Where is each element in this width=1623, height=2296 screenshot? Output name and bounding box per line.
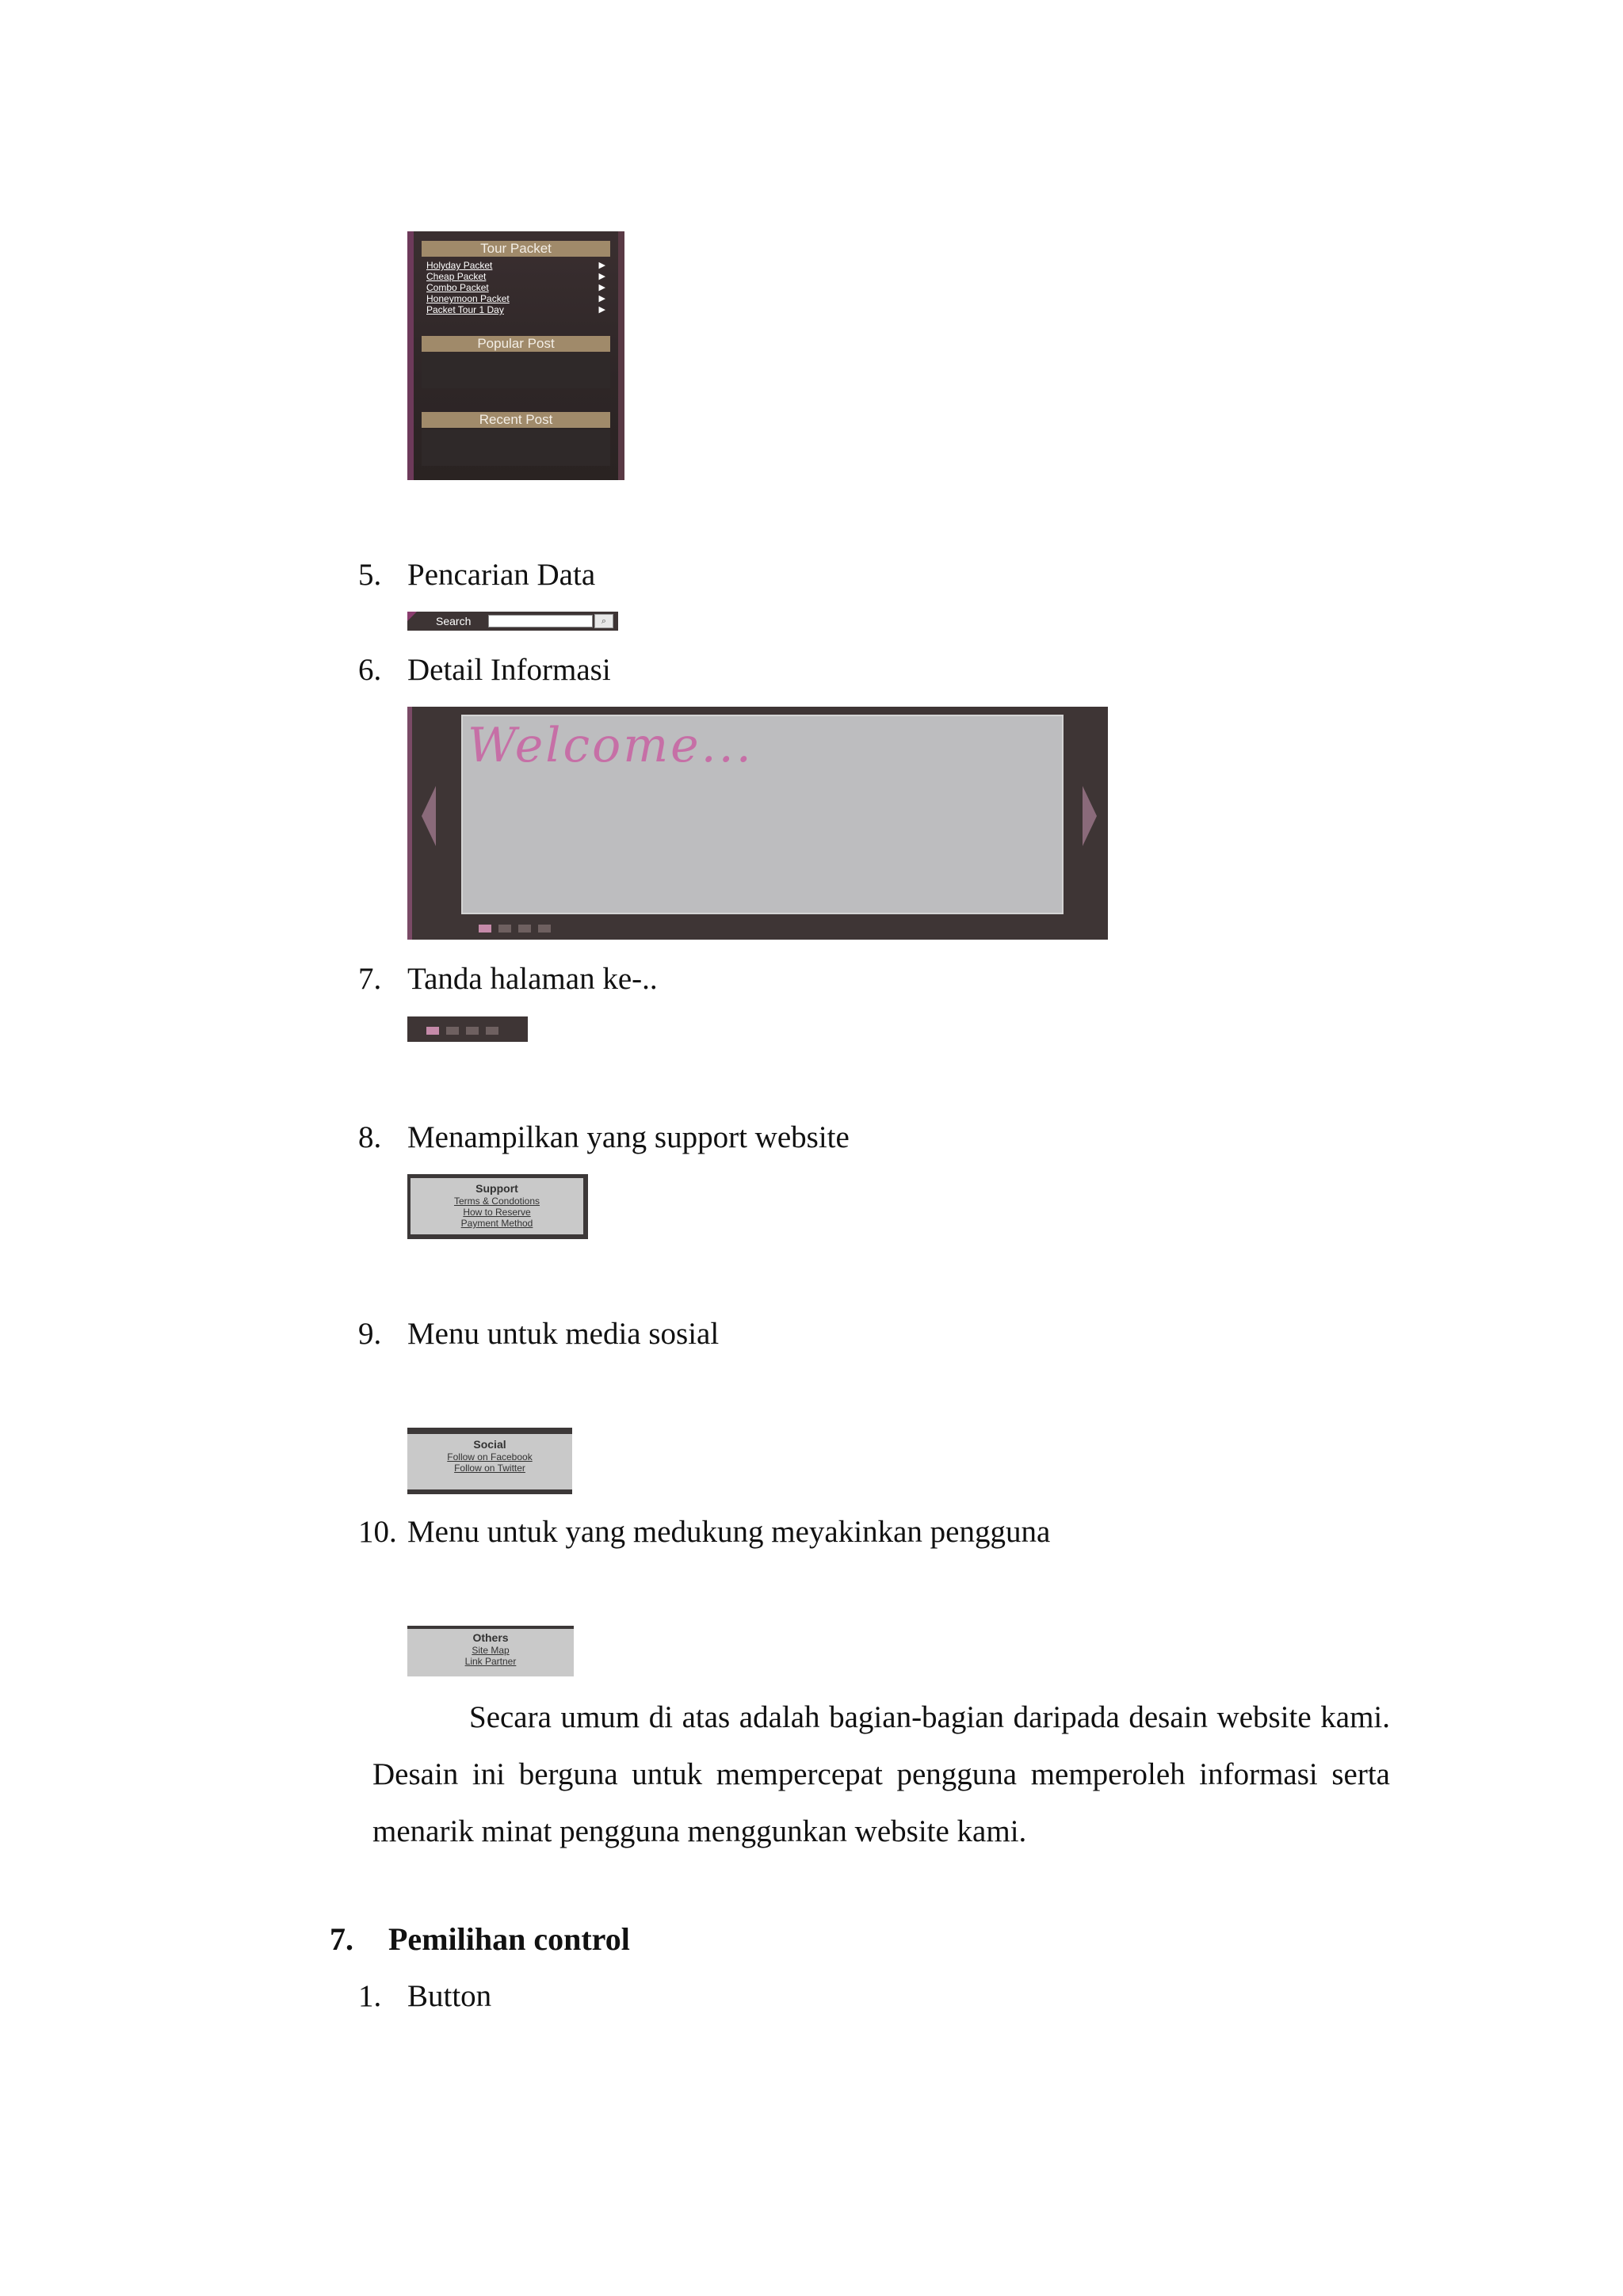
- social-link[interactable]: Follow on Facebook: [447, 1451, 533, 1463]
- tour-item-honeymoon[interactable]: Honeymoon Packet ▶: [426, 293, 605, 304]
- page-indicator: [407, 1016, 528, 1042]
- search-bar: [407, 612, 618, 631]
- item-number: 10.: [358, 1515, 397, 1549]
- others-box: [407, 1626, 574, 1676]
- item-number: 6.: [358, 653, 382, 687]
- slide-dot-1[interactable]: [479, 925, 491, 933]
- item-label: Menu untuk yang medukung meyakinkan pengguna: [407, 1515, 1051, 1549]
- item-label: Pencarian Data: [407, 558, 596, 592]
- item-number: 8.: [358, 1120, 382, 1154]
- slider-panel: [461, 715, 1064, 914]
- pager-dots: [426, 1024, 506, 1039]
- item-label: Button: [407, 1979, 492, 2013]
- search-input[interactable]: [488, 615, 593, 627]
- item-label: Detail Informasi: [407, 653, 611, 687]
- search-icon[interactable]: ⌕: [594, 614, 613, 628]
- support-title: Support: [475, 1182, 518, 1195]
- others-link[interactable]: Site Map: [472, 1645, 510, 1656]
- welcome-text: Welcome...: [468, 718, 754, 773]
- item-label: Menu untuk media sosial: [407, 1317, 720, 1351]
- item-number: 7.: [358, 962, 382, 996]
- support-link[interactable]: Terms & Condotions: [453, 1196, 540, 1207]
- arrow-right-icon: ▶: [598, 272, 605, 281]
- slide-dot-2[interactable]: [498, 925, 511, 933]
- item-number: 1.: [358, 1979, 382, 2013]
- support-link[interactable]: Payment Method: [460, 1218, 533, 1229]
- summary-paragraph: [372, 1689, 1390, 1860]
- page-dot-2[interactable]: [446, 1027, 459, 1035]
- tour-packet-list: [426, 260, 605, 315]
- social-link[interactable]: Follow on Twitter: [454, 1463, 525, 1474]
- others-title: Others: [472, 1631, 509, 1644]
- search-label: Search: [436, 615, 472, 627]
- arrow-right-icon: ▶: [598, 294, 605, 303]
- page-dot-4[interactable]: [486, 1027, 498, 1035]
- arrow-right-icon: ▶: [598, 305, 605, 315]
- arrow-right-icon: ▶: [598, 261, 605, 270]
- social-title: Social: [473, 1438, 506, 1451]
- section-number: 7.: [330, 1921, 353, 1957]
- tour-item-cheap[interactable]: Cheap Packet ▶: [426, 271, 605, 282]
- social-box: [407, 1428, 572, 1494]
- arrow-right-icon[interactable]: [1083, 786, 1097, 846]
- support-link[interactable]: How to Reserve: [463, 1207, 531, 1218]
- tour-packet-header: Tour Packet: [422, 241, 610, 257]
- recent-post-panel: [422, 429, 610, 466]
- slide-dot-4[interactable]: [538, 925, 551, 933]
- item-number: 9.: [358, 1317, 382, 1351]
- item-label: Tanda halaman ke-..: [407, 962, 658, 996]
- tour-item-1day[interactable]: Packet Tour 1 Day ▶: [426, 304, 605, 315]
- tour-item-holyday[interactable]: Holyday Packet ▶: [426, 260, 605, 271]
- arrow-right-icon: ▶: [598, 283, 605, 292]
- tour-item-combo[interactable]: Combo Packet ▶: [426, 282, 605, 293]
- section-title: Pemilihan control: [388, 1921, 630, 1957]
- arrow-left-icon[interactable]: [422, 786, 436, 846]
- popular-post-header: Popular Post: [422, 336, 610, 352]
- welcome-slider: [407, 707, 1108, 940]
- page-dot-3[interactable]: [466, 1027, 479, 1035]
- tour-sidebar-widget: [407, 231, 624, 480]
- slider-dots: [479, 922, 558, 936]
- support-box: [407, 1174, 588, 1239]
- item-number: 5.: [358, 558, 382, 592]
- recent-post-header: Recent Post: [422, 412, 610, 428]
- corner-decoration: [407, 612, 417, 621]
- popular-post-panel: [422, 353, 610, 388]
- others-link[interactable]: Link Partner: [464, 1656, 517, 1667]
- slide-dot-3[interactable]: [518, 925, 531, 933]
- paragraph-text: Secara umum di atas adalah bagian-bagian daripada desain website kami. Desain ini berguna untuk mempercepat pengguna memperoleh informasi serta menarik minat pengguna menggunkan website kami.: [372, 1700, 1390, 1848]
- item-label: Menampilkan yang support website: [407, 1120, 850, 1154]
- page-dot-1[interactable]: [426, 1027, 439, 1035]
